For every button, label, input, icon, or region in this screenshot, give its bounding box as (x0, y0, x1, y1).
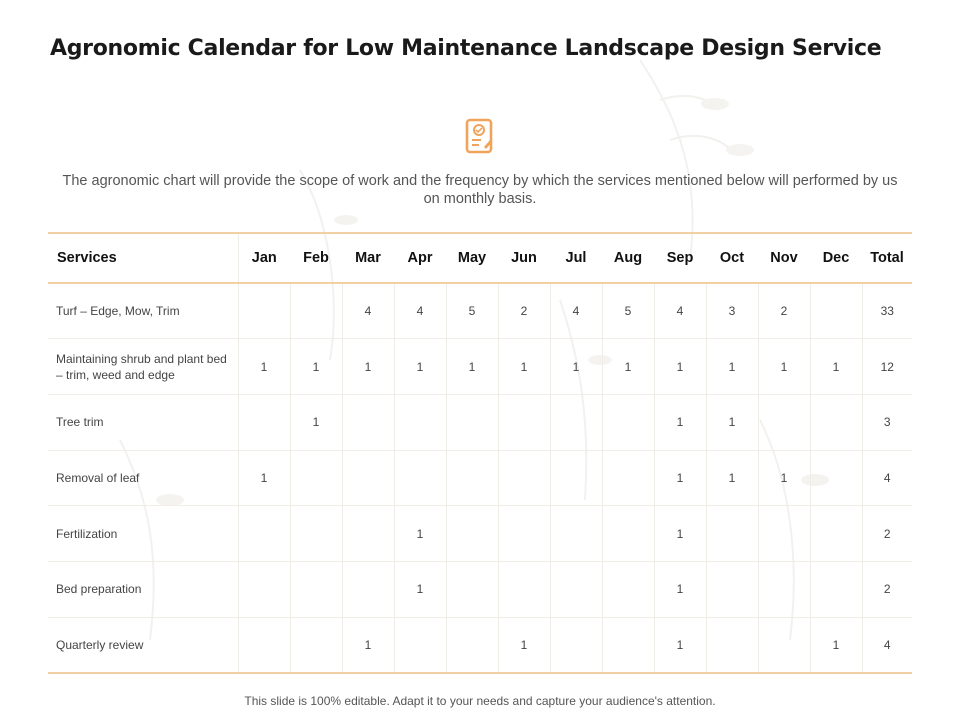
month-cell (550, 506, 602, 562)
month-cell (290, 617, 342, 673)
month-cell (238, 561, 290, 617)
month-cell (394, 394, 446, 450)
document-award-icon (464, 117, 496, 157)
month-cell: 1 (550, 339, 602, 395)
table-row (48, 283, 912, 339)
month-cell (446, 617, 498, 673)
month-cell (758, 506, 810, 562)
month-cell (706, 617, 758, 673)
month-cell: 1 (290, 394, 342, 450)
service-cell: Removal of leaf (48, 450, 238, 506)
month-cell (550, 394, 602, 450)
column-header: Dec (810, 233, 862, 283)
column-header: Jun (498, 233, 550, 283)
month-cell: 2 (498, 283, 550, 339)
month-cell (602, 561, 654, 617)
column-header: May (446, 233, 498, 283)
total-cell: 2 (862, 561, 912, 617)
month-cell (290, 506, 342, 562)
month-cell: 1 (342, 617, 394, 673)
month-cell (602, 394, 654, 450)
column-header: Nov (758, 233, 810, 283)
month-cell (446, 561, 498, 617)
month-cell: 1 (654, 450, 706, 506)
month-cell (498, 450, 550, 506)
month-cell: 1 (238, 450, 290, 506)
service-cell: Maintaining shrub and plant bed – trim, weed and edge (48, 339, 238, 395)
month-cell (706, 506, 758, 562)
month-cell (498, 561, 550, 617)
month-cell: 4 (550, 283, 602, 339)
month-cell (290, 561, 342, 617)
month-cell: 4 (342, 283, 394, 339)
column-header: Oct (706, 233, 758, 283)
month-cell (394, 617, 446, 673)
month-cell (290, 450, 342, 506)
month-cell (810, 506, 862, 562)
month-cell: 4 (394, 283, 446, 339)
column-header: Services (48, 233, 238, 283)
column-header: Jul (550, 233, 602, 283)
month-cell: 4 (654, 283, 706, 339)
service-cell: Tree trim (48, 394, 238, 450)
month-cell (238, 283, 290, 339)
month-cell: 1 (342, 339, 394, 395)
agronomic-calendar-table (48, 232, 912, 674)
month-cell: 1 (290, 339, 342, 395)
month-cell (550, 561, 602, 617)
month-cell: 1 (446, 339, 498, 395)
month-cell (602, 506, 654, 562)
month-cell (238, 617, 290, 673)
month-cell: 1 (654, 339, 706, 395)
column-header: Sep (654, 233, 706, 283)
table-row (48, 561, 912, 617)
column-header: Apr (394, 233, 446, 283)
month-cell (446, 506, 498, 562)
month-cell: 1 (758, 339, 810, 395)
month-cell (758, 561, 810, 617)
month-cell (810, 283, 862, 339)
month-cell (446, 394, 498, 450)
month-cell (238, 394, 290, 450)
month-cell (342, 450, 394, 506)
month-cell (602, 450, 654, 506)
month-cell (238, 506, 290, 562)
column-header: Aug (602, 233, 654, 283)
total-cell: 3 (862, 394, 912, 450)
month-cell (550, 450, 602, 506)
month-cell (342, 506, 394, 562)
table-row (48, 506, 912, 562)
table-row (48, 617, 912, 673)
month-cell (342, 394, 394, 450)
month-cell: 3 (706, 283, 758, 339)
month-cell: 5 (602, 283, 654, 339)
month-cell: 1 (498, 339, 550, 395)
month-cell: 1 (706, 339, 758, 395)
column-header: Total (862, 233, 912, 283)
month-cell: 1 (238, 339, 290, 395)
month-cell: 1 (654, 394, 706, 450)
month-cell: 1 (654, 561, 706, 617)
table-row (48, 394, 912, 450)
month-cell (758, 394, 810, 450)
month-cell: 1 (498, 617, 550, 673)
month-cell: 1 (654, 617, 706, 673)
column-header: Feb (290, 233, 342, 283)
month-cell (498, 394, 550, 450)
month-cell (394, 450, 446, 506)
month-cell: 1 (810, 617, 862, 673)
service-cell: Turf – Edge, Mow, Trim (48, 283, 238, 339)
month-cell: 1 (706, 450, 758, 506)
month-cell (810, 561, 862, 617)
month-cell (498, 506, 550, 562)
month-cell: 1 (654, 506, 706, 562)
month-cell: 1 (394, 506, 446, 562)
total-cell: 12 (862, 339, 912, 395)
month-cell: 1 (810, 339, 862, 395)
month-cell (550, 617, 602, 673)
page-title: Agronomic Calendar for Low Maintenance Landscape Design Service (50, 36, 882, 61)
table-row (48, 339, 912, 395)
column-header: Mar (342, 233, 394, 283)
table-header-row (48, 233, 912, 283)
month-cell: 1 (602, 339, 654, 395)
month-cell (446, 450, 498, 506)
month-cell: 1 (394, 339, 446, 395)
total-cell: 33 (862, 283, 912, 339)
month-cell: 1 (758, 450, 810, 506)
table-row (48, 450, 912, 506)
month-cell (342, 561, 394, 617)
service-cell: Quarterly review (48, 617, 238, 673)
month-cell: 1 (706, 394, 758, 450)
table-body (48, 283, 912, 673)
total-cell: 4 (862, 450, 912, 506)
column-header: Jan (238, 233, 290, 283)
service-cell: Bed preparation (48, 561, 238, 617)
month-cell: 5 (446, 283, 498, 339)
month-cell (602, 617, 654, 673)
month-cell: 1 (394, 561, 446, 617)
month-cell: 2 (758, 283, 810, 339)
service-cell: Fertilization (48, 506, 238, 562)
footer-note: This slide is 100% editable. Adapt it to your needs and capture your audience's attention. (244, 694, 716, 708)
month-cell (290, 283, 342, 339)
description-text: The agronomic chart will provide the scope of work and the frequency by which the services mentioned below will performed by us on monthly basis. (62, 173, 898, 207)
month-cell (810, 394, 862, 450)
total-cell: 2 (862, 506, 912, 562)
total-cell: 4 (862, 617, 912, 673)
month-cell (810, 450, 862, 506)
month-cell (758, 617, 810, 673)
month-cell (706, 561, 758, 617)
